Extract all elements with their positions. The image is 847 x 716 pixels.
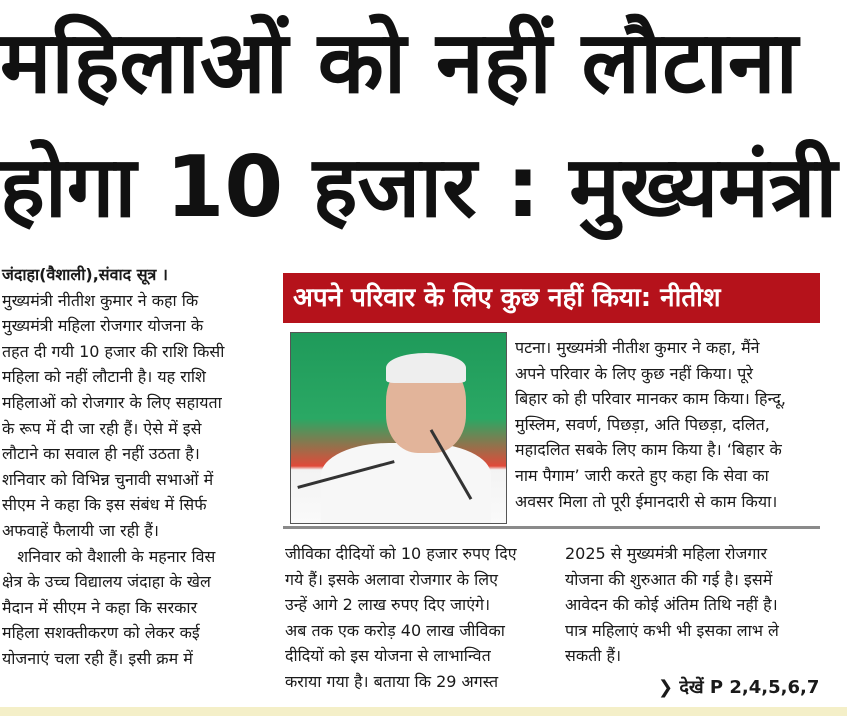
main-story-column-3 — [565, 541, 823, 669]
text-line: मुख्यमंत्री महिला रोजगार योजना के — [2, 316, 204, 336]
text-line: आवेदन की कोई अंतिम तिथि नहीं है। — [565, 595, 778, 615]
headline-line-2: होगा 10 हजार : मुख्यमंत्री — [0, 138, 838, 236]
main-story-column-1 — [2, 262, 274, 672]
text-line: कराया गया है। बताया कि 29 अगस्त — [285, 671, 499, 691]
text-line: गये हैं। इसके अलावा रोजगार के लिए — [285, 569, 498, 589]
text-line: तहत दी गयी 10 हजार की राशि किसी — [2, 341, 225, 361]
text-line: मुस्लिम, सवर्ण, पिछड़ा, अति पिछड़ा, दलित, — [515, 414, 770, 434]
box-story-headline: अपने परिवार के लिए कुछ नहीं किया: नीतीश — [283, 273, 820, 323]
text-line: अवसर मिला तो पूरी ईमानदारी से काम किया। — [515, 491, 778, 511]
text-line: मैदान में सीएम ने कहा कि सरकार — [2, 597, 198, 617]
box-story-text — [515, 335, 825, 514]
text-line: लौटाने का सवाल ही नहीं उठता है। — [2, 444, 200, 464]
text-line: शनिवार को विभिन्न चुनावी सभाओं में — [2, 469, 214, 489]
text-line: मुख्यमंत्री नीतीश कुमार ने कहा कि — [2, 290, 199, 310]
text-line: दीदियों को इस योजना से लाभान्वित — [285, 646, 491, 666]
text-line: योजना की शुरुआत की गई है। इसमें — [565, 569, 773, 589]
text-line: महिला सशक्तीकरण को लेकर कई — [2, 623, 200, 643]
text-line: उन्हें आगे 2 लाख रुपए दिए जाएंगे। — [285, 595, 491, 615]
photo-hair — [386, 353, 466, 383]
text-line: नाम पैगाम’ जारी करते हुए कहा कि सेवा का — [515, 465, 769, 485]
text-line: सकती हैं। — [565, 646, 622, 666]
box-divider — [283, 526, 820, 529]
see-also-text: देखें P 2,4,5,6,7 — [679, 677, 820, 698]
text-line: अब तक एक करोड़ 40 लाख जीविका — [285, 620, 505, 640]
nitish-kumar-photo — [290, 332, 507, 524]
headline-line-1: महिलाओं को नहीं लौटाना — [0, 13, 798, 113]
text-line: बिहार को ही परिवार मानकर काम किया। हिन्दू, — [515, 389, 787, 409]
dateline: जंदाहा(वैशाली),संवाद सूत्र । — [2, 265, 168, 284]
photo-kurta — [321, 443, 491, 523]
text-line: पटना। मुख्यमंत्री नीतीश कुमार ने कहा, मैंने — [515, 338, 760, 357]
chevron-right-icon: ❯ — [658, 677, 674, 698]
bottom-strip — [0, 707, 847, 716]
see-also-reference — [658, 675, 838, 699]
text-line: सीएम ने कहा कि इस संबंध में सिर्फ — [2, 495, 207, 515]
text-line: अफवाहें फैलायी जा रही हैं। — [2, 520, 159, 540]
text-line: 2025 से मुख्यमंत्री महिला रोजगार — [565, 544, 768, 563]
text-line: अपने परिवार के लिए कुछ नहीं किया। पूरे — [515, 363, 753, 383]
text-line: महादलित सबके लिए काम किया है। ‘बिहार के — [515, 440, 782, 460]
text-line: महिला को नहीं लौटानी है। यह राशि — [2, 367, 206, 387]
text-line: योजनाएं चला रही हैं। इसी क्रम में — [2, 648, 193, 668]
text-line: शनिवार को वैशाली के महनार विस — [2, 546, 216, 566]
text-line: के रूप में दी जा रही हैं। ऐसे में इसे — [2, 418, 202, 438]
text-line: पात्र महिलाएं कभी भी इसका लाभ ले — [565, 620, 779, 640]
text-line: महिलाओं को रोजगार के लिए सहायता — [2, 392, 222, 412]
text-line: क्षेत्र के उच्च विद्यालय जंदाहा के खेल — [2, 572, 211, 592]
main-story-column-2 — [285, 541, 543, 695]
text-line: जीविका दीदियों को 10 हजार रुपए दिए — [285, 544, 517, 563]
